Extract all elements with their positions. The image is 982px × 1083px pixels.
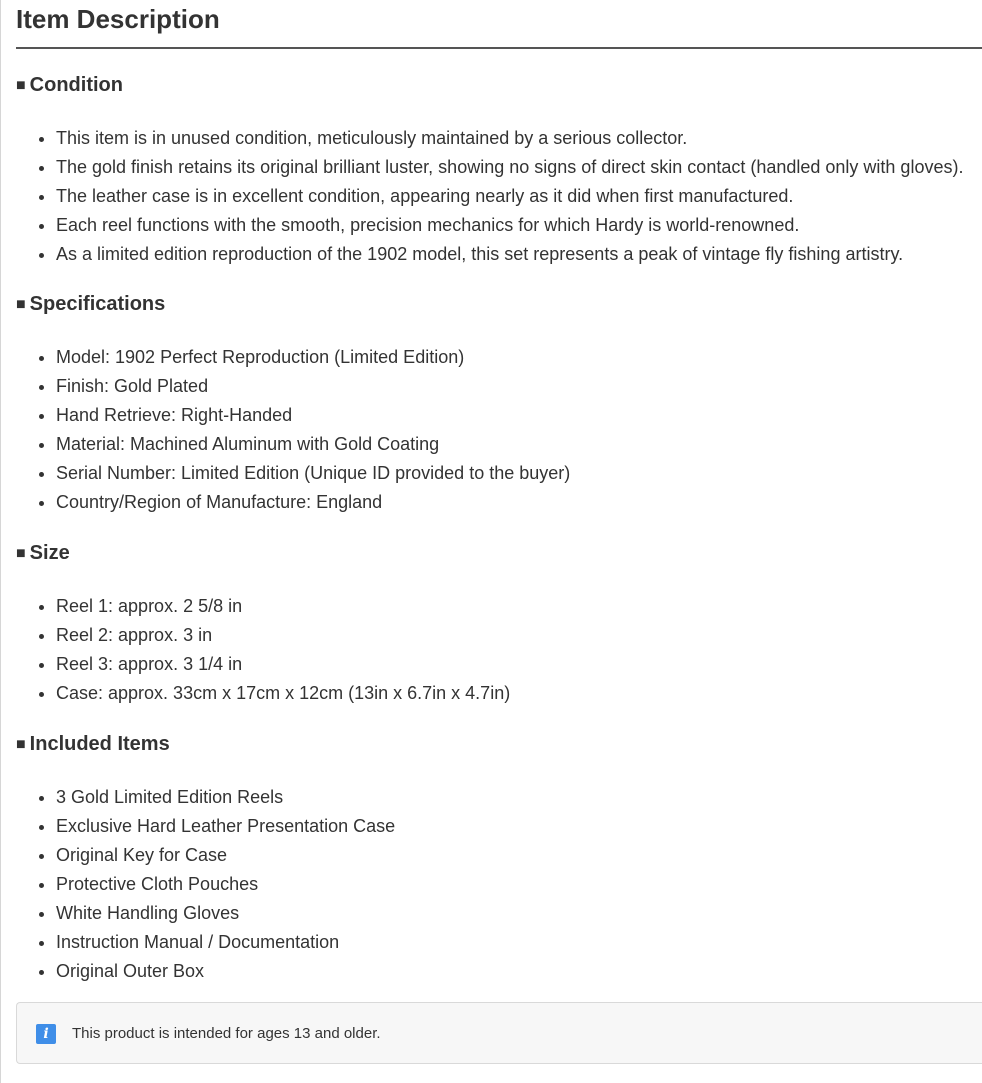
section-list-size [16,592,510,708]
section-heading-specifications [16,291,165,319]
page-title: Item Description [16,0,982,49]
list-item: • Original Key for Case [56,841,395,870]
item-description-panel [16,0,982,981]
list-item: • Model: 1902 Perfect Reproduction (Limited Edition) [56,343,570,372]
section-list-included-items [16,783,395,986]
list-item: • Country/Region of Manufacture: England [56,488,570,517]
age-notice-text: This product is intended for ages 13 and older. [72,1025,381,1042]
section-marker: ■ [16,545,26,562]
list-item: • Case: approx. 33cm x 17cm x 12cm (13in x 6.7in x 4.7in) [56,679,510,708]
info-icon: i [36,1024,56,1044]
section-heading-condition [16,72,123,100]
list-item: • The leather case is in excellent condition, appearing nearly as it did when first manufactured. [56,182,963,211]
section-marker: ■ [16,77,26,94]
section-heading-text: Size [29,542,70,564]
list-item: • Original Outer Box [56,957,395,986]
list-item: • Hand Retrieve: Right-Handed [56,401,570,430]
list-item: • Reel 2: approx. 3 in [56,621,510,650]
list-item: • 3 Gold Limited Edition Reels [56,783,395,812]
list-item: • Material: Machined Aluminum with Gold Coating [56,430,570,459]
list-item: • As a limited edition reproduction of the 1902 model, this set represents a peak of vintage fly fishing artistry. [56,240,963,269]
list-item: • White Handling Gloves [56,899,395,928]
list-item: • Reel 1: approx. 2 5/8 in [56,592,510,621]
list-item: • The gold finish retains its original brilliant luster, showing no signs of direct skin contact (handled only with gloves). [56,153,963,182]
list-item: • Protective Cloth Pouches [56,870,395,899]
section-heading-text: Included Items [29,733,170,755]
list-item: • Finish: Gold Plated [56,372,570,401]
section-heading-text: Condition [29,74,123,96]
section-list-condition [16,124,963,269]
list-item: • Serial Number: Limited Edition (Unique ID provided to the buyer) [56,459,570,488]
list-item: • Each reel functions with the smooth, precision mechanics for which Hardy is world-renowned. [56,211,963,240]
list-item: • Exclusive Hard Leather Presentation Case [56,812,395,841]
list-item: • Instruction Manual / Documentation [56,928,395,957]
left-border [0,0,1,1083]
list-item: • This item is in unused condition, meticulously maintained by a serious collector. [56,124,963,153]
section-list-specifications [16,343,570,517]
section-heading-text: Specifications [29,293,166,315]
section-heading-included-items [16,731,170,759]
age-notice [16,1002,982,1064]
section-marker: ■ [16,736,26,753]
section-heading-size [16,540,70,568]
list-item: • Reel 3: approx. 3 1/4 in [56,650,510,679]
section-marker: ■ [16,296,26,313]
